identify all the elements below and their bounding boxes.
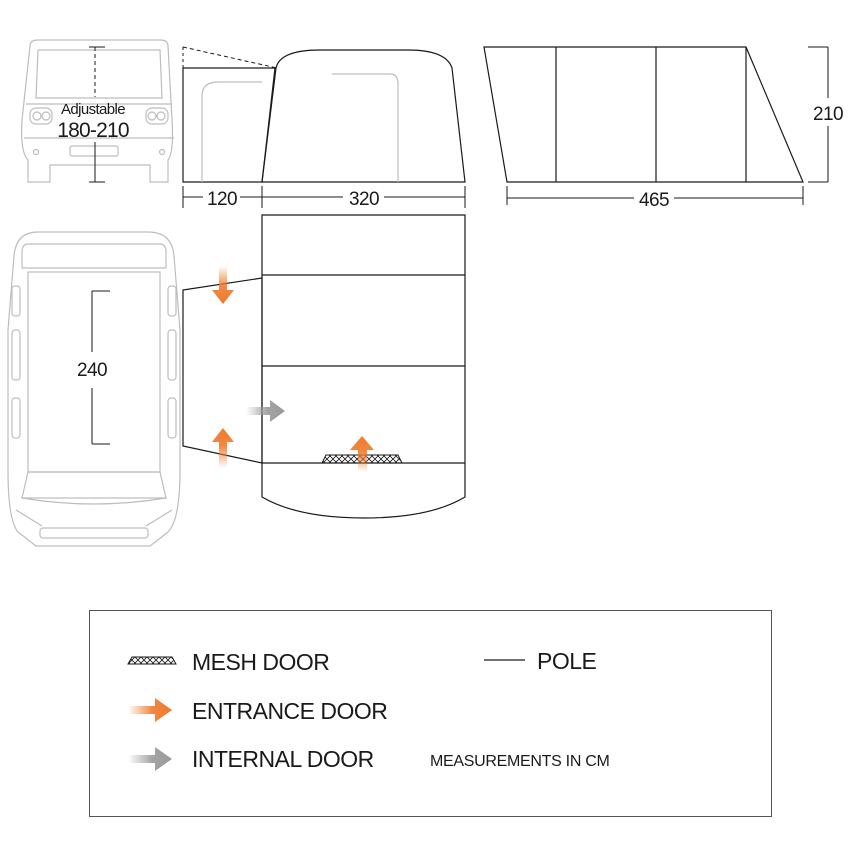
height-label: 210	[813, 104, 843, 125]
main-width-label: 320	[349, 189, 379, 210]
internal-door-arrow	[246, 400, 285, 422]
tent-side-view	[183, 47, 465, 182]
entrance-door-arrow	[350, 436, 374, 472]
height-range-label: 180-210	[57, 119, 129, 142]
vehicle-length-label: 240	[77, 360, 107, 381]
annex-section	[183, 68, 275, 182]
measurements-note: MEASUREMENTS IN CM	[430, 753, 610, 770]
legend-internal-door-label: INTERNAL DOOR	[192, 746, 374, 772]
tent-long-view	[484, 47, 803, 182]
tent-plan-view	[183, 215, 465, 518]
adjustable-label: Adjustable	[60, 101, 126, 118]
legend-mesh-door-label: MESH DOOR	[192, 649, 330, 675]
annex-width-label: 120	[207, 189, 237, 210]
length-label: 465	[639, 190, 669, 211]
legend-pole-label: POLE	[537, 648, 597, 674]
main-tent-section	[262, 50, 465, 182]
entrance-door-arrow	[212, 428, 234, 468]
legend-entrance-door-label: ENTRANCE DOOR	[192, 698, 388, 724]
vehicle-plan-view	[8, 232, 180, 546]
